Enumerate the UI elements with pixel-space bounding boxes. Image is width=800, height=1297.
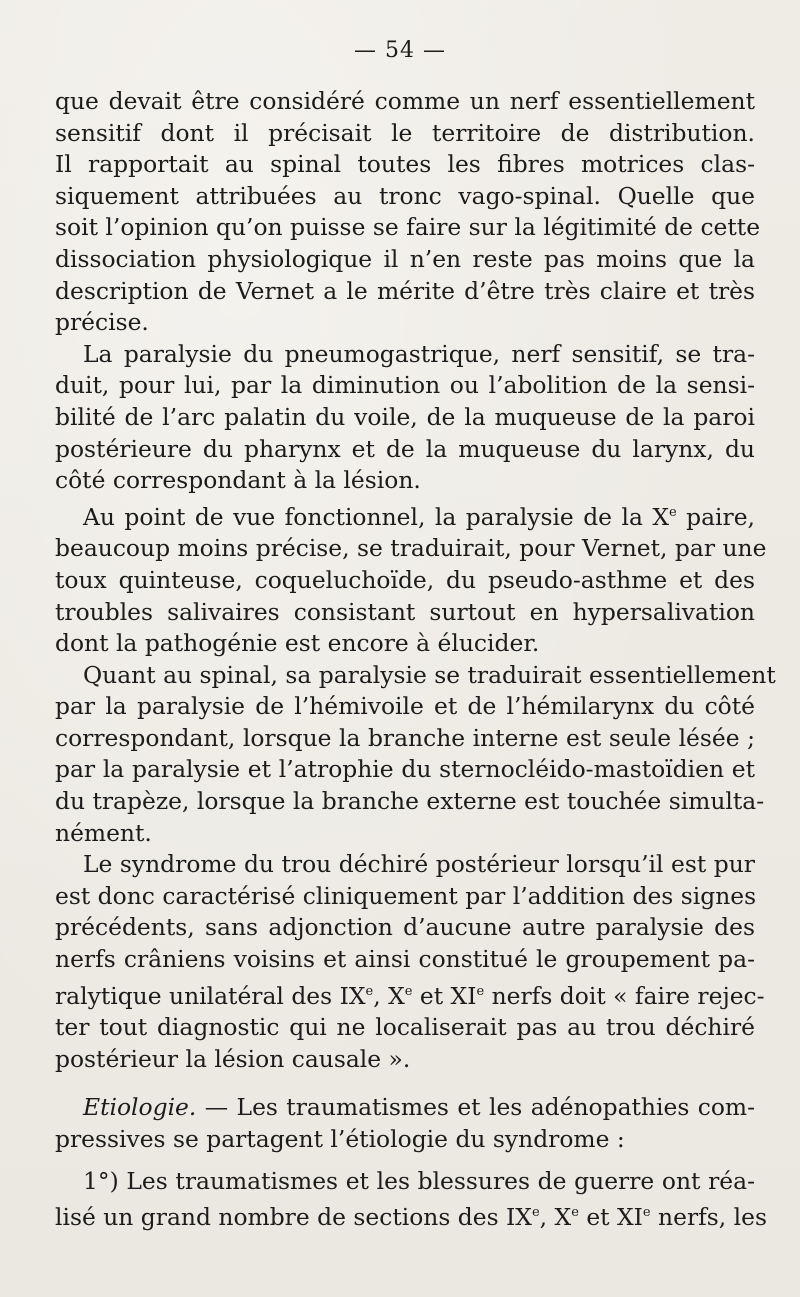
text-line: bilité de l’arc palatin du voile, de la muqueuse de la paroi [55,402,755,431]
text-line: que devait être considéré comme un nerf essentiellement [55,87,755,115]
text-line: La paralysie du pneumogastrique, nerf sensitif, se tra- [83,339,755,368]
text-line: correspondant, lorsque la branche interne est seule lésée ; [55,723,755,752]
text-line: postérieure du pharynx et de la muqueuse du larynx, du [55,434,755,463]
text-line: nément. [55,818,152,847]
text-line [55,1092,755,1124]
superscript: e [642,1205,651,1221]
text-fragment: nerfs, les [650,1203,767,1232]
superscript: e [531,1205,540,1221]
text-fragment: , X [373,981,405,1010]
text-line: siquement attribuées au tronc vago-spinal. Quelle que [55,181,755,210]
text-line: soit l’opinion qu’on puisse se faire sur la légitimité de cette [55,213,761,242]
page-number: — 54 — [354,38,446,63]
text-line: dissociation physiologique il n’en reste pas moins que la [55,244,755,273]
text-fragment: ralytique unilatéral des IX [55,981,366,1010]
text-fragment: et XI [578,1203,643,1232]
text-fragment: , X [539,1203,572,1232]
text-line: beaucoup moins précise, se traduirait, pour Vernet, par une [55,534,767,563]
text-line: côté correspondant à la lésion. [55,466,421,495]
paragraph-gap [55,1075,755,1092]
text-line: sensitif dont il précisait le territoire de distribution. [55,118,755,147]
text-fragment: lisé un grand nombre de sections des IX [55,1203,532,1232]
text-line: description de Vernet a le mérite d’être très claire et très [55,276,755,305]
text-fragment: nerfs doit « faire rejec- [484,981,765,1010]
superscript: e [404,983,413,999]
text-line: toux quinteuse, coqueluchoïde, du pseudo-asthme et des [55,565,755,594]
text-fragment: — Les traumatismes et les adénopathies com- [196,1093,755,1122]
superscript: e [668,504,677,520]
text-line: du trapèze, lorsque la branche externe est touchée simulta- [55,787,765,816]
section-heading: Etiologie. [83,1093,197,1122]
paragraph-continuation [55,86,776,1234]
text-line: postérieur la lésion causale ». [55,1044,411,1073]
text-line: Quant au spinal, sa paralysie se traduirait essentiellement [83,660,776,689]
text-line: nerfs crâniens voisins et ainsi constitué le groupement pa- [55,945,755,974]
text-line [55,1197,767,1234]
superscript: e [476,983,485,999]
superscript: e [365,983,374,999]
text-line: ter tout diagnostic qui ne localiserait pas au trou déchiré [55,1013,755,1042]
text-fragment: Au point de vue fonctionnel, la paralysie de la X [83,502,669,531]
text-line: est donc caractérisé cliniquement par l’addition des signes [55,881,757,910]
text-line: pressives se partagent l’étiologie du syndrome : [55,1125,625,1153]
text-fragment: et XI [412,981,477,1010]
text-fragment: paire, [676,502,755,531]
text-line [55,976,765,1013]
text-line: par la paralysie de l’hémivoile et de l’hémilarynx du côté [55,692,755,721]
text-line: Le syndrome du trou déchiré postérieur lorsqu’il est pur [83,850,755,879]
text-line: 1°) Les traumatismes et les blessures de guerre ont réa- [83,1166,755,1195]
text-line: duit, pour lui, par la diminution ou l’abolition de la sensi- [55,371,755,400]
text-line: précise. [55,308,149,337]
text-line: Il rapportait au spinal toutes les fibres motrices clas- [55,150,755,179]
text-line: précédents, sans adjonction d’aucune autre paralysie des [55,913,755,942]
text-line [55,497,755,534]
text-line: dont la pathogénie est encore à élucider. [55,629,540,658]
text-line: troubles salivaires consistant surtout en hypersalivation [55,597,755,626]
superscript: e [571,1205,579,1221]
text-line: par la paralysie et l’atrophie du sternocléido-mastoïdien et [55,755,755,784]
paragraph-gap [55,1156,755,1166]
